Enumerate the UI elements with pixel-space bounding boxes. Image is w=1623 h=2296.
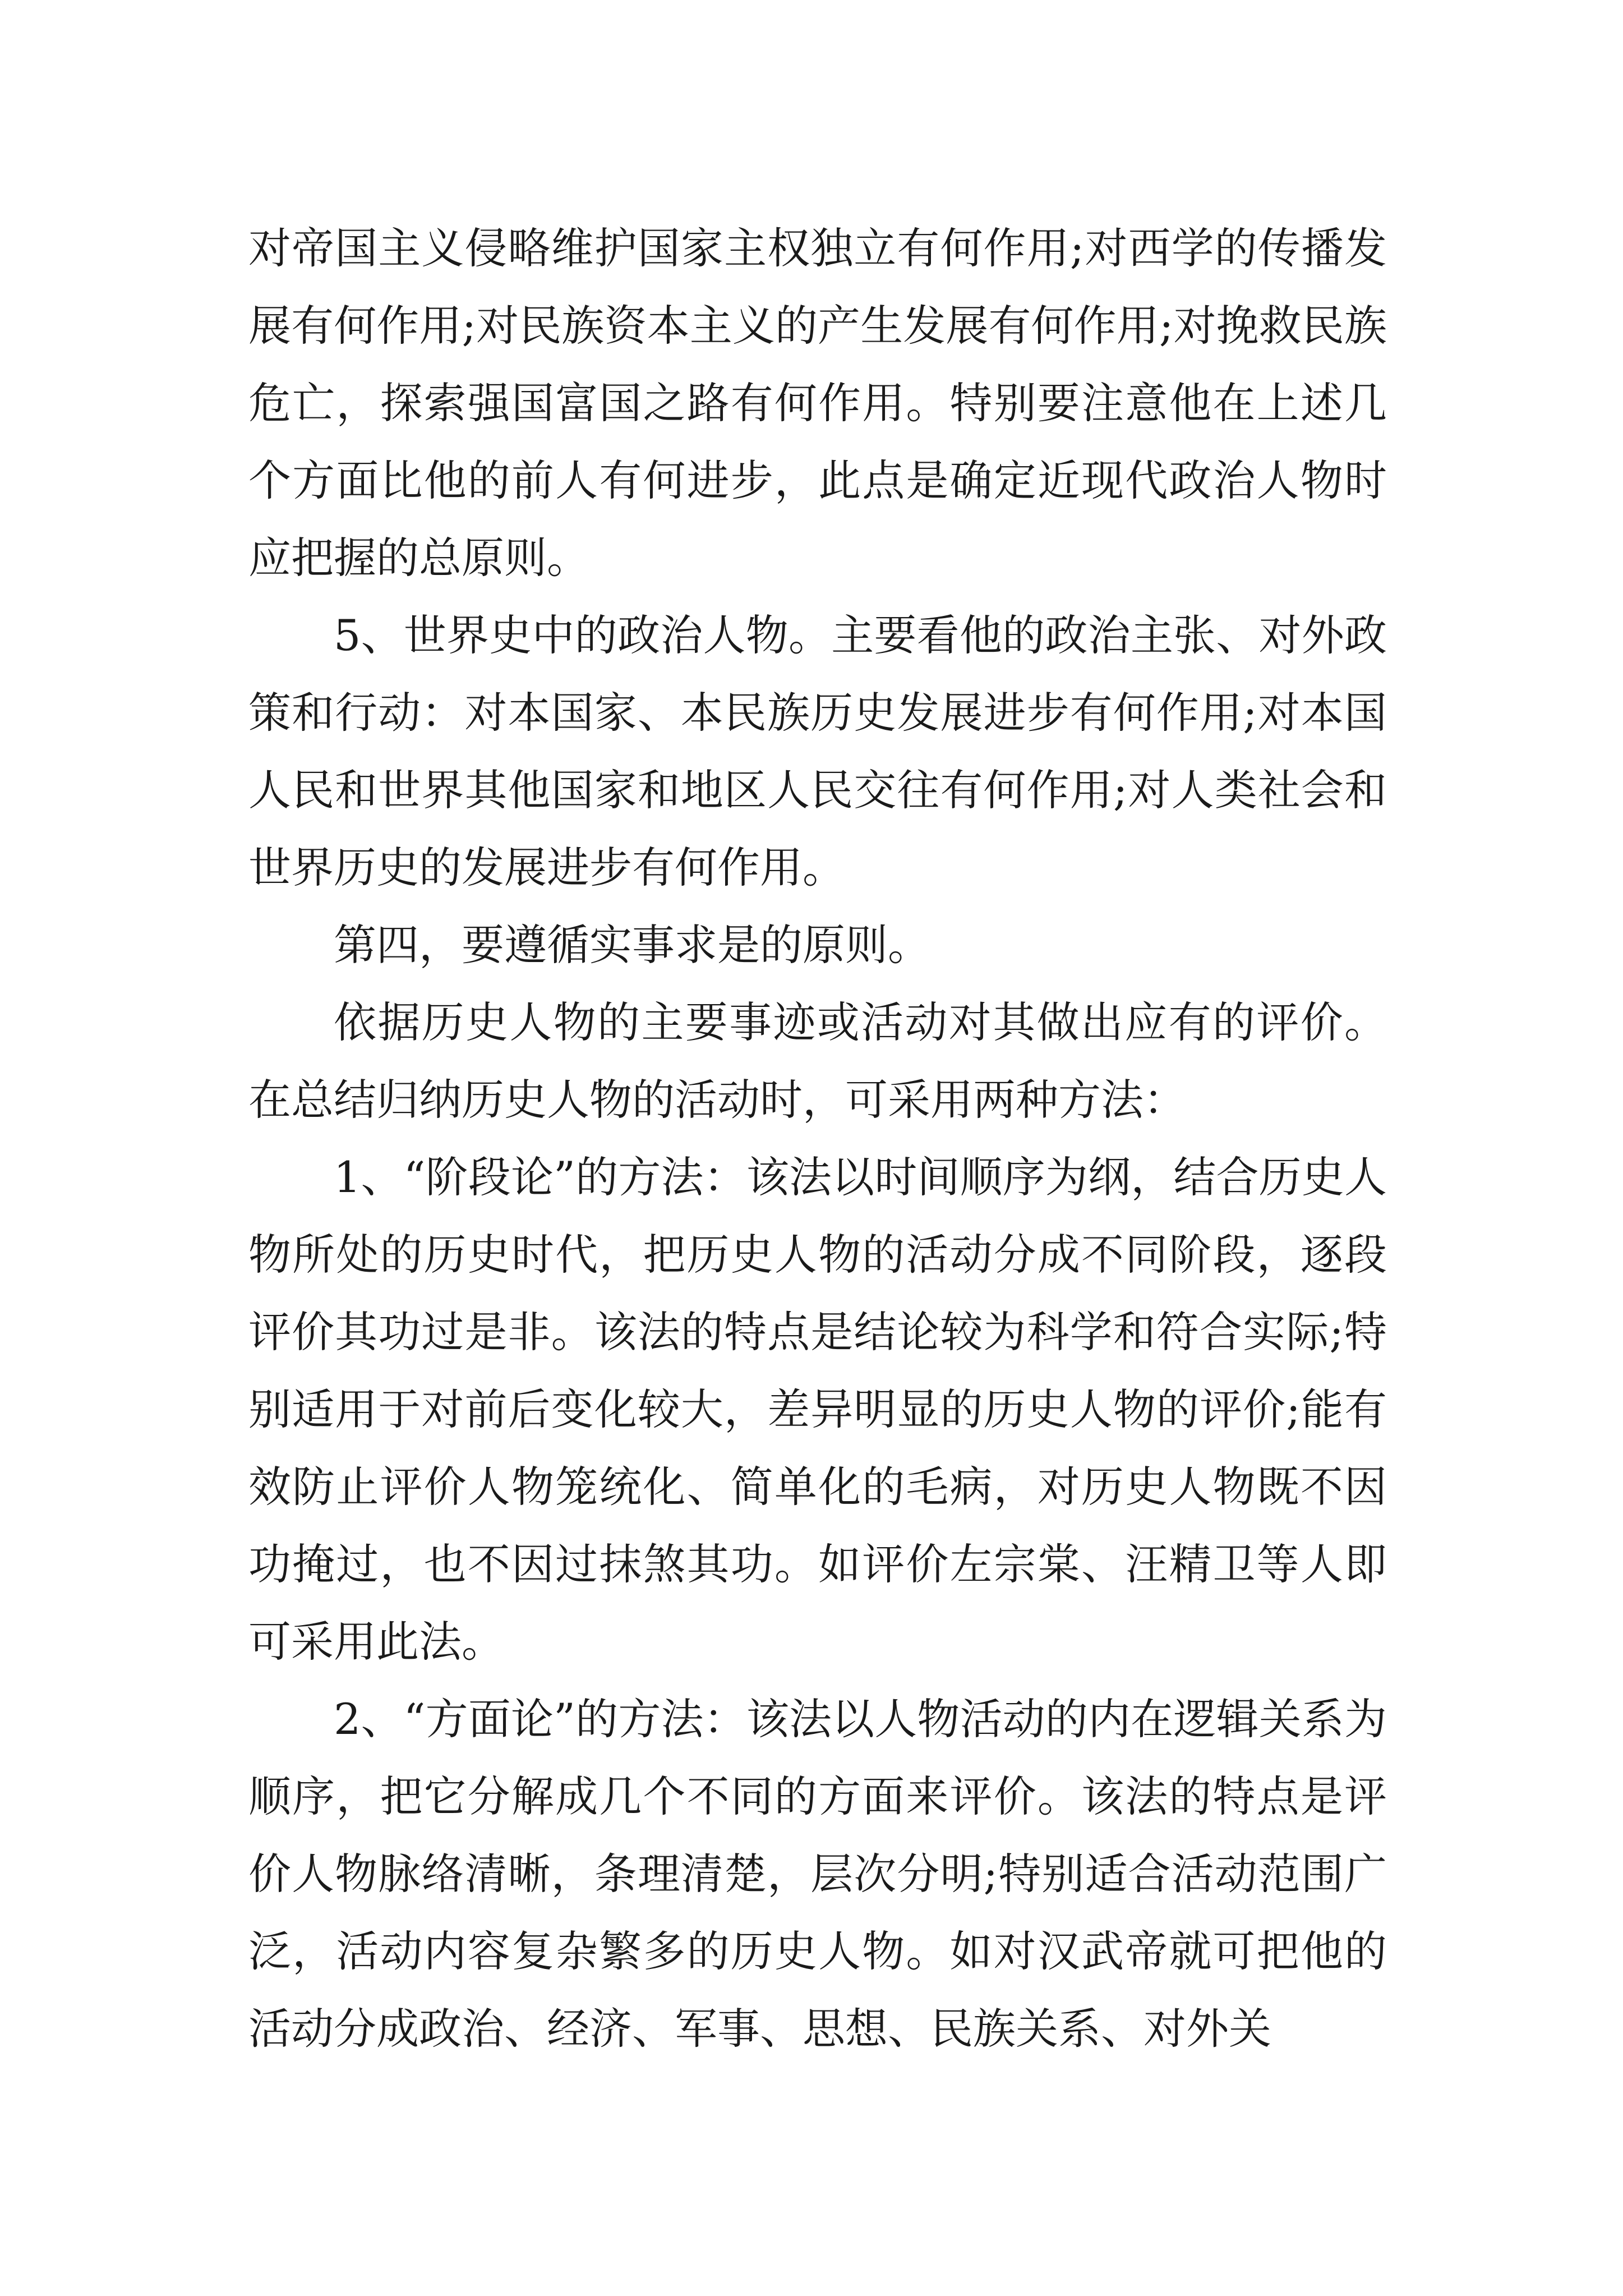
paragraph-6: 2、“方面论”的方法：该法以人物活动的内在逻辑关系为顺序，把它分解成几个不同的方面来评价。该法的特点是评价人物脉络清晰，条理清楚，层次分明;特别适合活动范围广泛，活动内容复杂繁多的历史人物。如对汉武帝就可把他的活动分成政治、经济、军事、思想、民族关系、对外关 [248, 1694, 1387, 2054]
paragraph-1: 对帝国主义侵略维护国家主权独立有何作用;对西学的传播发展有何作用;对民族资本主义的产生发展有何作用;对挽救民族危亡，探索强国富国之路有何作用。特别要注意他在上述几个方面比他的前人有何进步，此点是确定近现代政治人物时应把握的总原则。 [248, 223, 1387, 583]
paragraph-4: 依据历史人物的主要事迹或活动对其做出应有的评价。在总结归纳历史人物的活动时，可采用两种方法： [248, 997, 1387, 1125]
paragraph-3: 第四，要遵循实事求是的原则。 [334, 920, 930, 970]
paragraph-5: 1、“阶段论”的方法：该法以时间顺序为纲，结合历史人物所处的历史时代，把历史人物的活动分成不同阶段，逐段评价其功过是非。该法的特点是结论较为科学和符合实际;特别适用于对前后变化较大，差异明显的历史人物的评价;能有效防止评价人物笼统化、简单化的毛病，对历史人物既不因功掩过，也不因过抹煞其功。如评价左宗棠、汪精卫等人即可采用此法。 [248, 1152, 1387, 1667]
body-text [248, 210, 1387, 2068]
paragraph-2: 5、世界史中的政治人物。主要看他的政治主张、对外政策和行动：对本国家、本民族历史发展进步有何作用;对本国人民和世界其他国家和地区人民交往有何作用;对人类社会和世界历史的发展进步有何作用。 [248, 610, 1387, 892]
